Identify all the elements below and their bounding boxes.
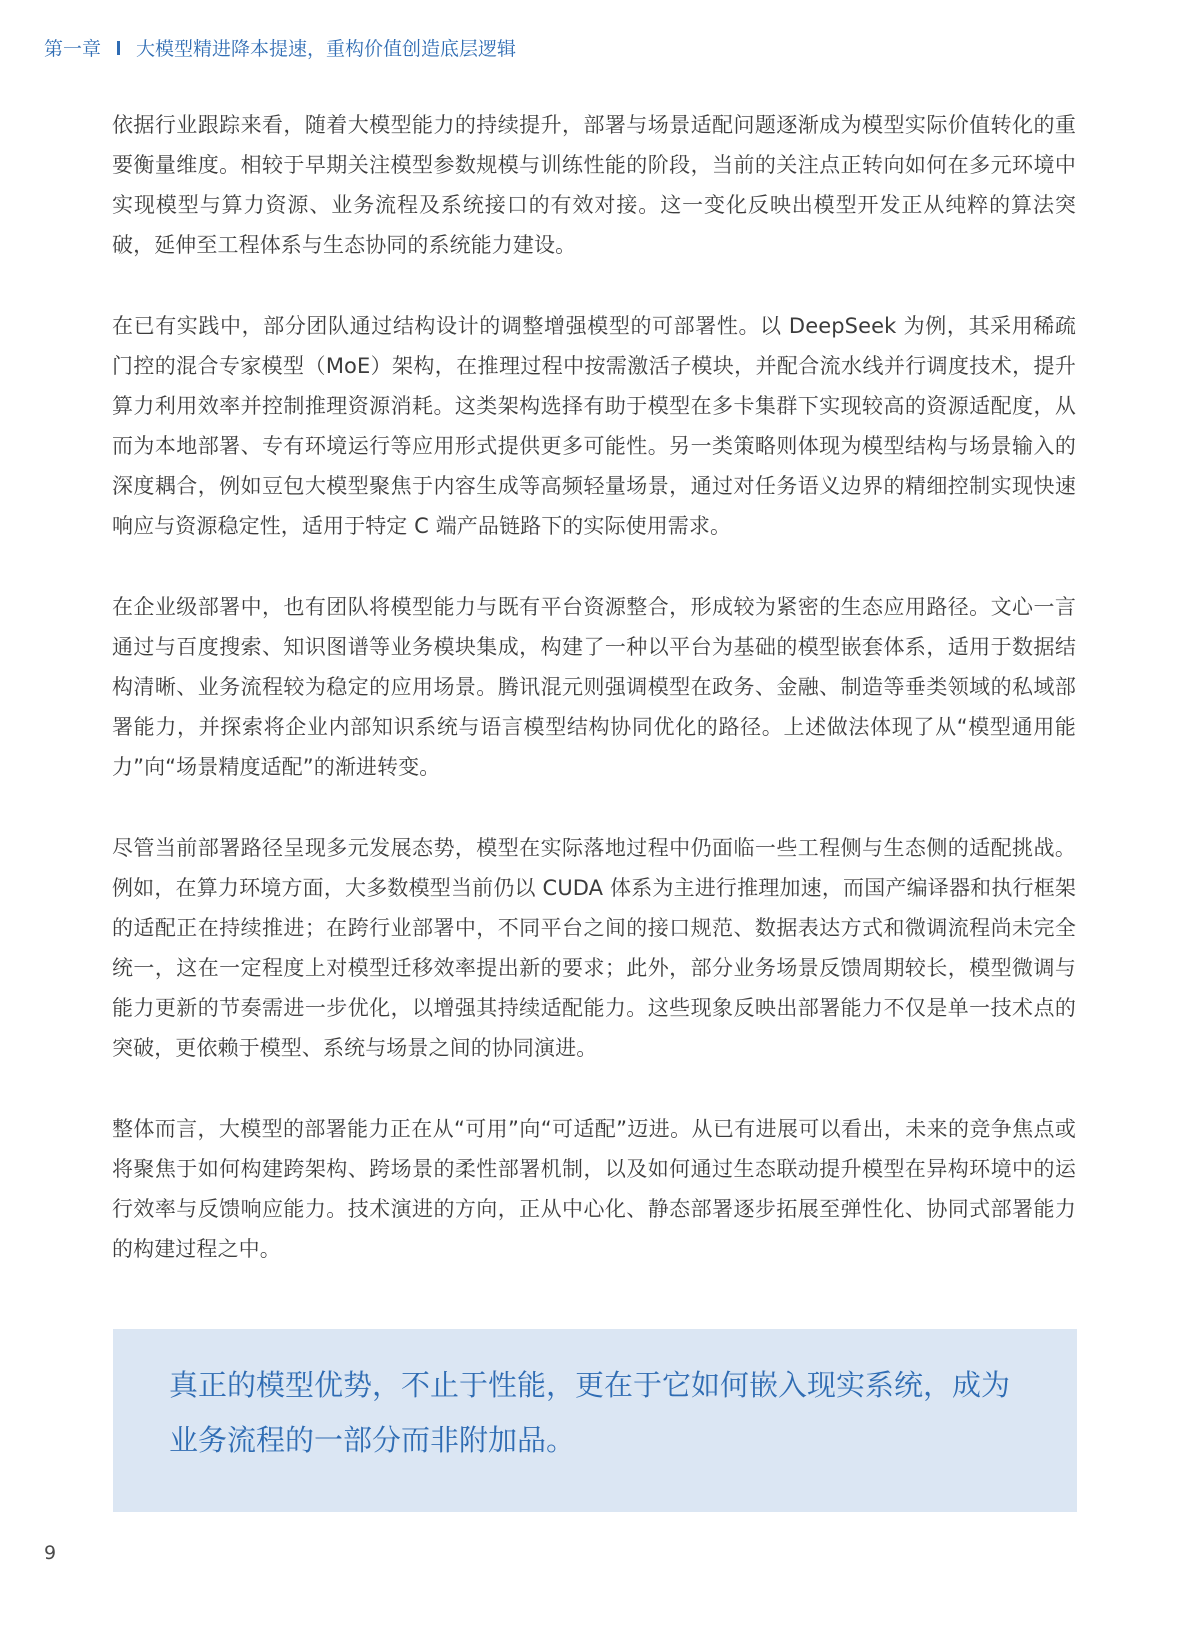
running-header — [44, 34, 516, 61]
paragraph-3: 在企业级部署中，也有团队将模型能力与既有平台资源整合，形成较为紧密的生态应用路径。文心一言通过与百度搜索、知识图谱等业务模块集成，构建了一种以平台为基础的模型嵌套体系，适用于数据结构清晰、业务流程较为稳定的应用场景。腾讯混元则强调模型在政务、金融、制造等垂类领域的私域部署能力，并探索将企业内部知识系统与语言模型结构协同优化的路径。上述做法体现了从“模型通用能力”向“场景精度适配”的渐进转变。 — [112, 595, 1076, 779]
page-number: 9 — [44, 1542, 57, 1564]
paragraph-4: 尽管当前部署路径呈现多元发展态势，模型在实际落地过程中仍面临一些工程侧与生态侧的适配挑战。例如，在算力环境方面，大多数模型当前仍以 CUDA 体系为主进行推理加速，而国产编译器和执行框架的适配正在持续推进；在跨行业部署中，不同平台之间的接口规范、数据表达方式和微调流程尚未完全统一，这在一定程度上对模型迁移效率提出新的要求；此外，部分业务场景反馈周期较长，模型微调与能力更新的节奏需进一步优化，以增强其持续适配能力。这些现象反映出部署能力不仅是单一技术点的突破，更依赖于模型、系统与场景之间的协同演进。 — [112, 836, 1076, 1060]
chapter-title: 大模型精进降本提速，重构价值创造底层逻辑 — [136, 38, 517, 60]
body-text — [112, 105, 1076, 1310]
chapter-label: 第一章 — [44, 38, 102, 60]
paragraph-1: 依据行业跟踪来看，随着大模型能力的持续提升，部署与场景适配问题逐渐成为模型实际价值转化的重要衡量维度。相较于早期关注模型参数规模与训练性能的阶段，当前的关注点正转向如何在多元环境中实现模型与算力资源、业务流程及系统接口的有效对接。这一变化反映出模型开发正从纯粹的算法突破，延伸至工程体系与生态协同的系统能力建设。 — [112, 113, 1076, 257]
paragraph-5: 整体而言，大模型的部署能力正在从“可用”向“可适配”迈进。从已有进展可以看出，未来的竞争焦点或将聚焦于如何构建跨架构、跨场景的柔性部署机制，以及如何通过生态联动提升模型在异构环境中的运行效率与反馈响应能力。技术演进的方向，正从中心化、静态部署逐步拓展至弹性化、协同式部署能力的构建过程之中。 — [112, 1117, 1076, 1261]
callout-quote: 真正的模型优势，不止于性能，更在于它如何嵌入现实系统，成为业务流程的一部分而非附加品。 — [169, 1368, 1011, 1457]
paragraph-2: 在已有实践中，部分团队通过结构设计的调整增强模型的可部署性。以 DeepSeek 为例，其采用稀疏门控的混合专家模型（MoE）架构，在推理过程中按需激活子模块，并配合流水线并行调度技术，提升算力利用效率并控制推理资源消耗。这类架构选择有助于模型在多卡集群下实现较高的资源适配度，从而为本地部署、专有环境运行等应用形式提供更多可能性。另一类策略则体现为模型结构与场景输入的深度耦合，例如豆包大模型聚焦于内容生成等高频轻量场景，通过对任务语义边界的精细控制实现快速响应与资源稳定性，适用于特定 C 端产品链路下的实际使用需求。 — [112, 314, 1076, 538]
callout-box — [113, 1329, 1077, 1512]
header-divider — [117, 41, 120, 55]
